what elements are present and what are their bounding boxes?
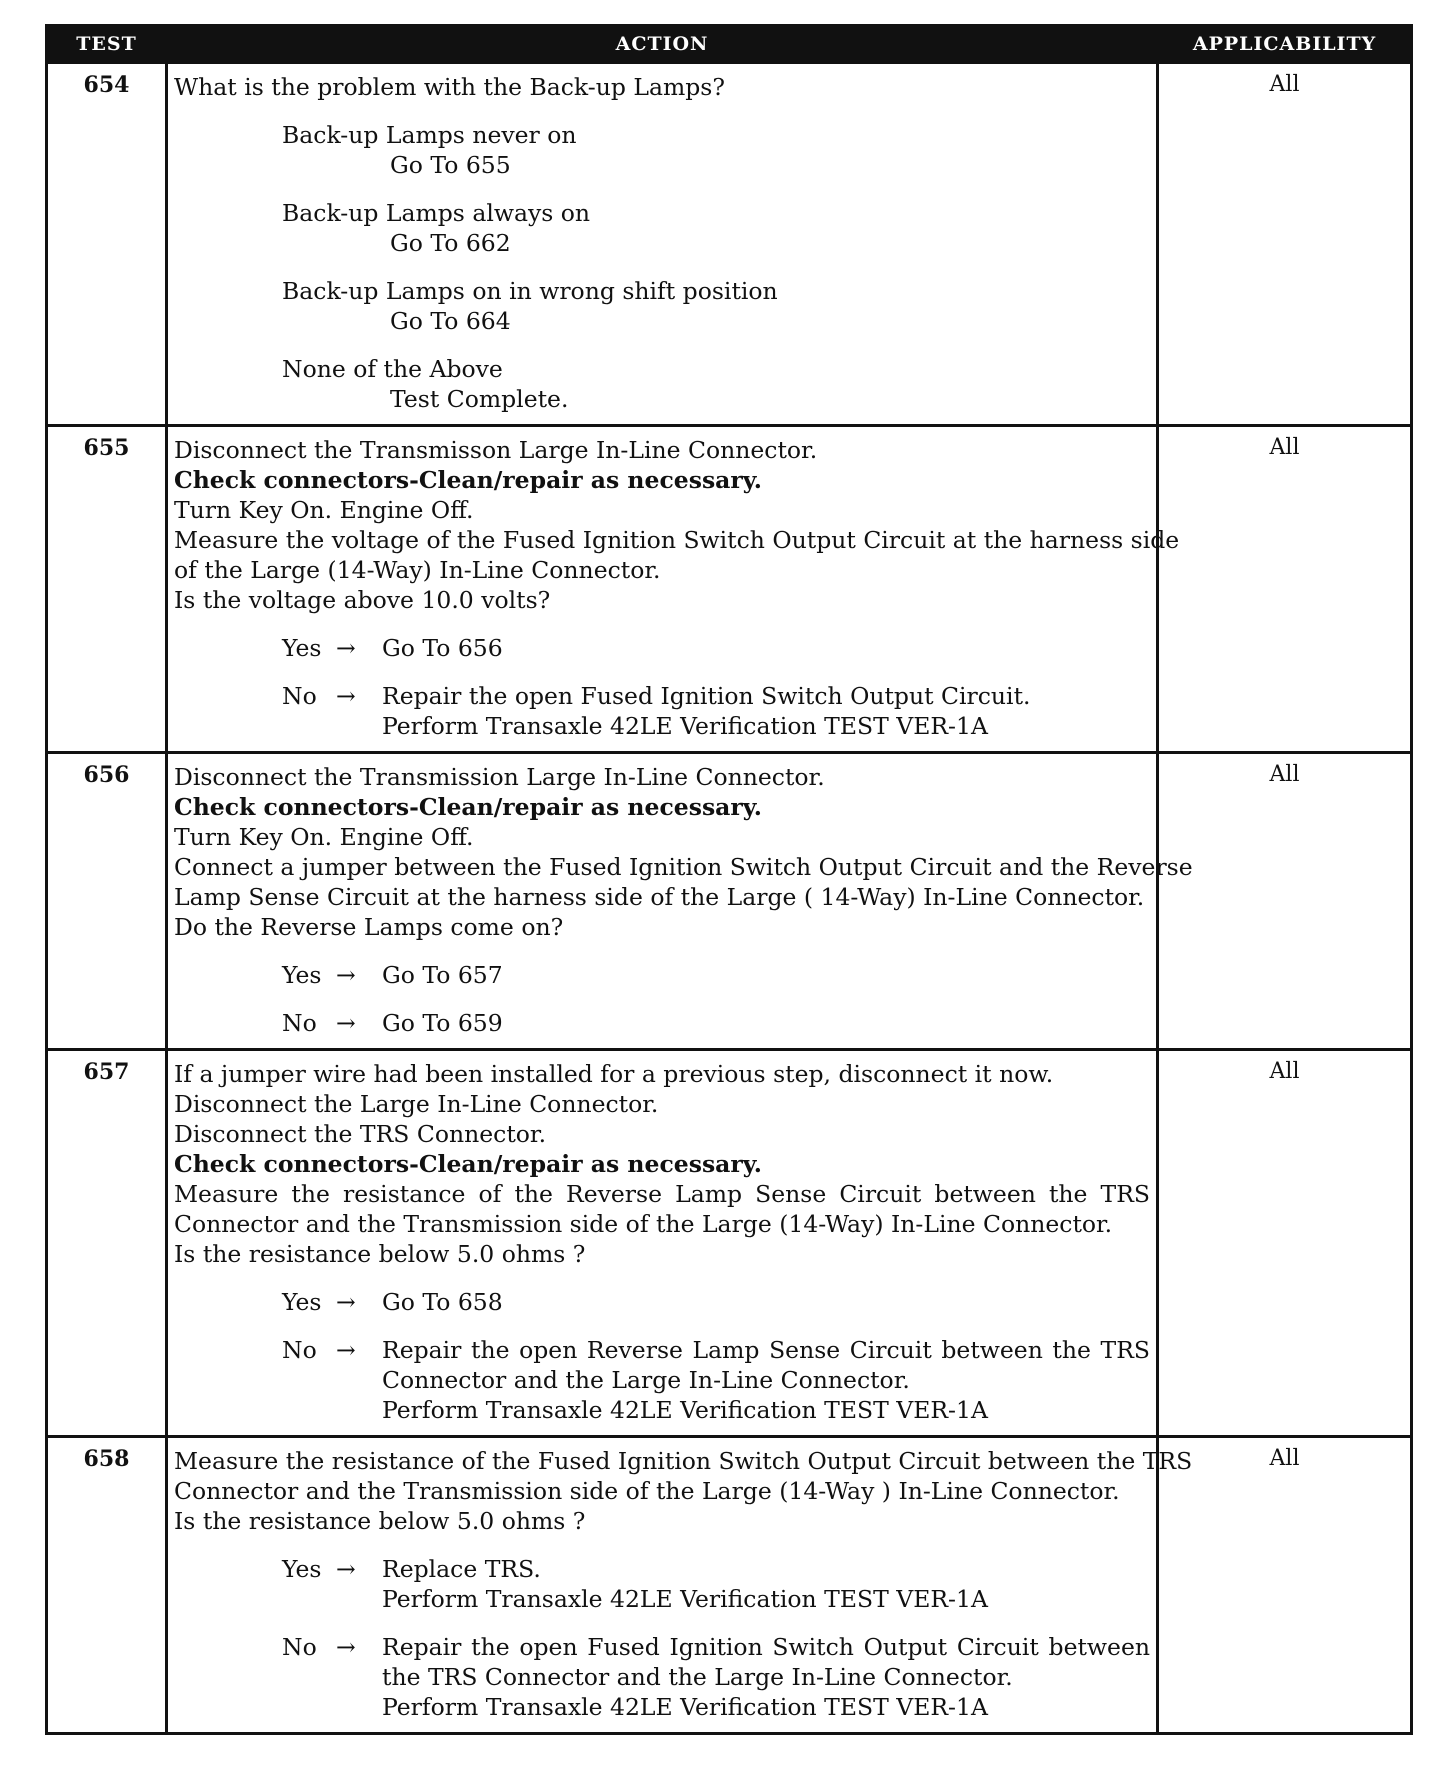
no-response [282,681,1150,741]
diagnostic-test-table [45,24,1413,1735]
no-result [382,1335,1150,1425]
no-result-line: Connector and the Large In-Line Connector. [382,1366,910,1394]
option-goto: Test Complete. [390,385,569,413]
no-result [382,1632,1150,1722]
action-step: Measure the resistance of the Reverse Lamp Sense Circuit between the TRS [174,1180,1150,1208]
option-label: Back-up Lamps always on [282,199,591,227]
yes-result-line: Replace TRS. [382,1555,541,1583]
action-cell [167,63,1158,426]
action-step: Disconnect the Transmission Large In-Line Connector. [174,763,825,791]
table-row [47,63,1412,426]
table-header-row [47,26,1412,63]
action-question: Is the resistance below 5.0 ohms ? [174,1507,586,1535]
action-question: Do the Reverse Lamps come on? [174,913,564,941]
header-applicability: APPLICABILITY [1158,26,1412,63]
test-number: 658 [47,1437,167,1734]
action-step: If a jumper wire had been installed for a previous step, disconnect it now. [174,1060,1054,1088]
no-label: No [282,682,317,710]
yes-response [282,1287,1150,1317]
action-step: Disconnect the Transmisson Large In-Line Connector. [174,436,818,464]
test-number: 655 [47,426,167,753]
no-response [282,1335,1150,1425]
action-step: Measure the voltage of the Fused Ignition Switch Output Circuit at the harness side [174,526,1180,554]
header-test: TEST [47,26,167,63]
action-step: Connect a jumper between the Fused Ignition Switch Output Circuit and the Reverse [174,853,1193,881]
no-result-line: Repair the open Reverse Lamp Sense Circuit between the TRS [382,1336,1150,1364]
option-label: Back-up Lamps on in wrong shift position [282,277,778,305]
yes-result: Go To 656 [382,634,503,662]
table-row [47,753,1412,1050]
action-step: Measure the resistance of the Fused Ignition Switch Output Circuit between the TRS [174,1447,1193,1475]
applicability-value: All [1158,753,1412,1050]
table-row [47,426,1412,753]
test-number: 656 [47,753,167,1050]
option-label: Back-up Lamps never on [282,121,577,149]
action-step-bold: Check connectors-Clean/repair as necessary. [174,793,762,821]
yes-result [382,1554,1150,1614]
arrow-icon: → [336,1288,356,1316]
yes-label: Yes [282,1288,322,1316]
yes-label: Yes [282,634,322,662]
action-step: Connector and the Transmission side of the Large (14-Way ) In-Line Connector. [174,1477,1120,1505]
no-result [382,681,1150,741]
action-step: Disconnect the Large In-Line Connector. [174,1090,659,1118]
action-cell [167,426,1180,753]
header-action: ACTION [167,26,1158,63]
no-label: No [282,1633,317,1661]
action-step: Connector and the Transmission side of the Large (14-Way) In-Line Connector. [174,1210,1113,1238]
applicability-value: All [1158,1437,1412,1734]
yes-result: Go To 657 [382,961,503,989]
no-result-line: the TRS Connector and the Large In-Line Connector. [382,1663,1013,1691]
no-result-line: Repair the open Fused Ignition Switch Output Circuit between [382,1633,1150,1661]
no-label: No [282,1336,317,1364]
no-result-line: Perform Transaxle 42LE Verification TEST VER-1A [382,1693,988,1721]
action-step: Lamp Sense Circuit at the harness side of the Large ( 14-Way) In-Line Connector. [174,883,1145,911]
no-result-line: Repair the open Fused Ignition Switch Output Circuit. [382,682,1031,710]
test-number: 657 [47,1050,167,1437]
option-goto: Go To 664 [390,307,511,335]
arrow-icon: → [336,634,356,662]
option-label: None of the Above [282,355,503,383]
table-row [47,1437,1412,1734]
applicability-value: All [1158,63,1412,426]
option-goto: Go To 655 [390,151,511,179]
action-step: Turn Key On. Engine Off. [174,823,474,851]
no-result: Go To 659 [382,1009,503,1037]
action-question: Is the voltage above 10.0 volts? [174,586,551,614]
applicability-value: All [1158,426,1412,753]
arrow-icon: → [336,1009,356,1037]
action-question: Is the resistance below 5.0 ohms ? [174,1240,586,1268]
no-label: No [282,1009,317,1037]
arrow-icon: → [336,682,356,710]
action-cell [167,1050,1158,1437]
no-response [282,1632,1150,1722]
option-goto: Go To 662 [390,229,511,257]
table-row [47,1050,1412,1437]
applicability-value: All [1158,1050,1412,1437]
arrow-icon: → [336,1633,356,1661]
yes-label: Yes [282,1555,322,1583]
action-cell [167,1437,1193,1734]
yes-result-line: Perform Transaxle 42LE Verification TEST VER-1A [382,1585,988,1613]
arrow-icon: → [336,961,356,989]
no-response [282,1008,1150,1038]
arrow-icon: → [336,1336,356,1364]
arrow-icon: → [336,1555,356,1583]
action-step: of the Large (14-Way) In-Line Connector. [174,556,661,584]
test-number: 654 [47,63,167,426]
action-step: Turn Key On. Engine Off. [174,496,474,524]
action-step: Disconnect the TRS Connector. [174,1120,547,1148]
yes-label: Yes [282,961,322,989]
action-cell [167,753,1193,1050]
yes-response [282,633,1150,663]
action-step-bold: Check connectors-Clean/repair as necessary. [174,466,762,494]
no-result-line: Perform Transaxle 42LE Verification TEST VER-1A [382,712,988,740]
yes-response [282,1554,1150,1614]
yes-result: Go To 658 [382,1288,503,1316]
yes-response [282,960,1150,990]
no-result-line: Perform Transaxle 42LE Verification TEST VER-1A [382,1396,988,1424]
action-question: What is the problem with the Back-up Lamps? [174,73,725,101]
action-step-bold: Check connectors-Clean/repair as necessary. [174,1150,762,1178]
